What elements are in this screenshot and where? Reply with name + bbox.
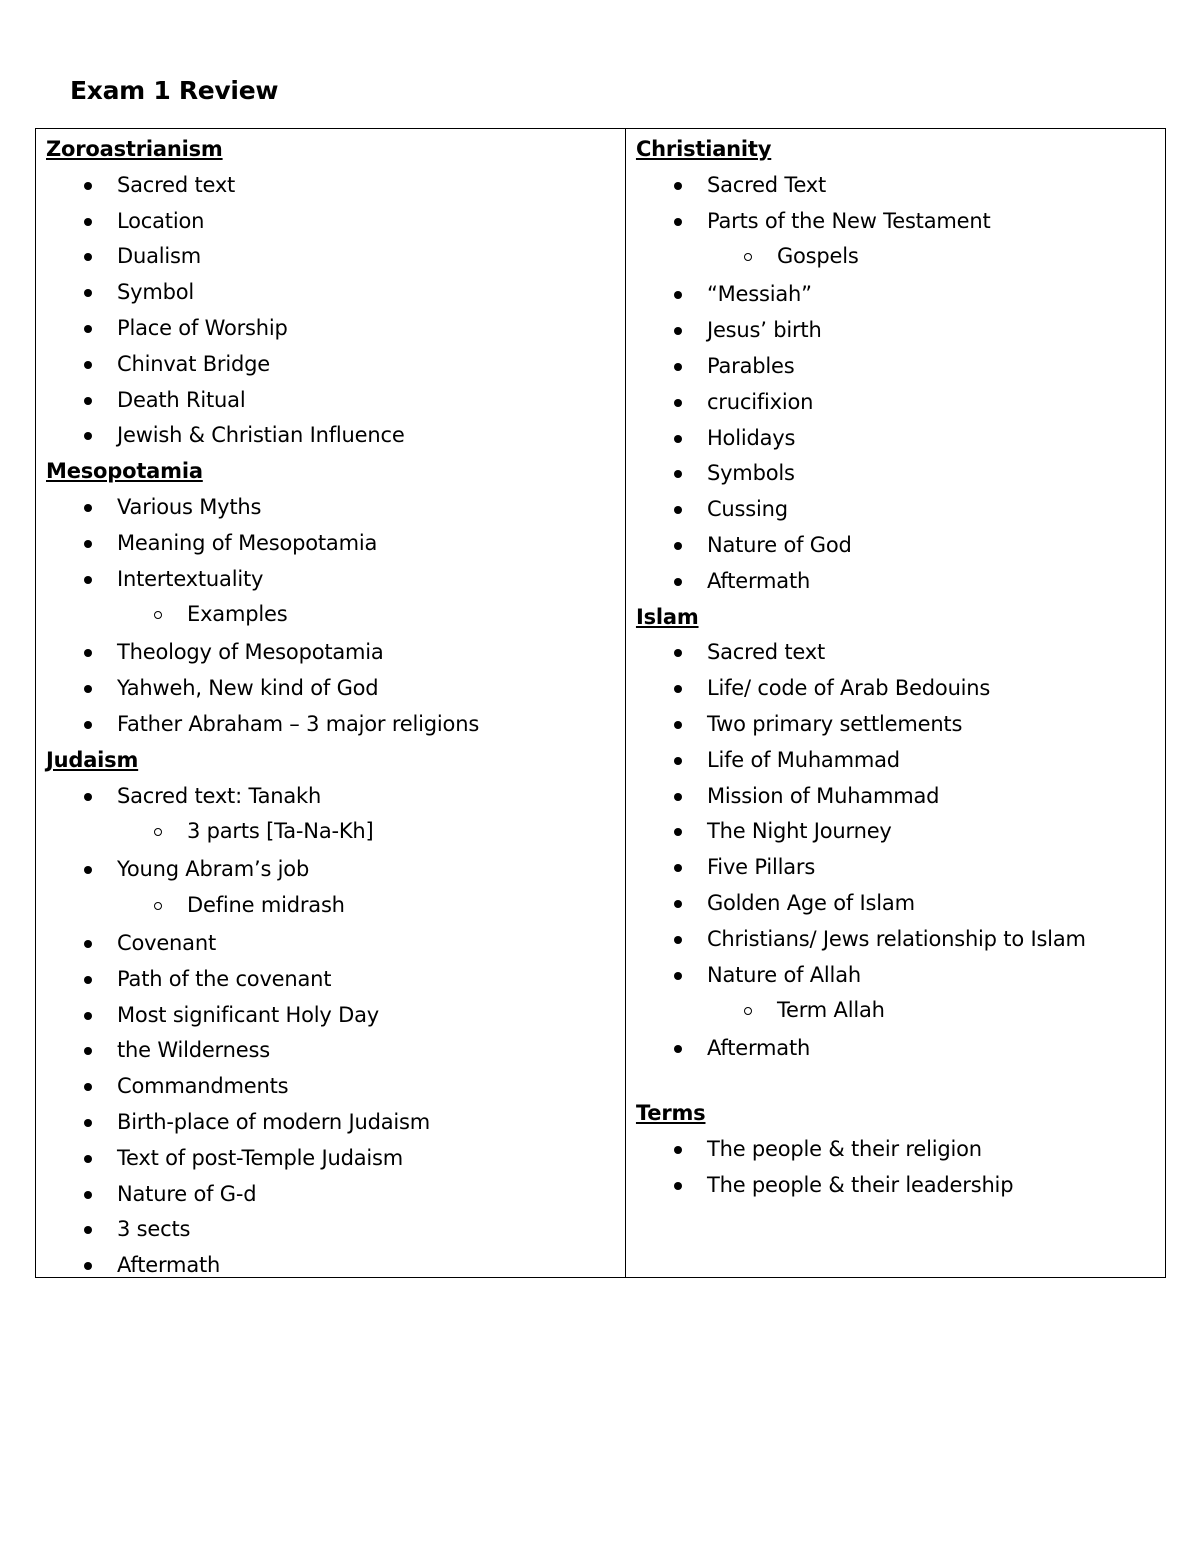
list-item: Nature of God bbox=[636, 528, 1165, 564]
list-item: Text of post-Temple Judaism bbox=[46, 1141, 625, 1177]
list-item: The Night Journey bbox=[636, 814, 1165, 850]
list-item: Sacred text: Tanakh bbox=[46, 779, 625, 815]
bullet-icon bbox=[84, 397, 92, 405]
list-item: Sacred Text bbox=[636, 168, 1165, 204]
bullet-icon bbox=[674, 864, 682, 872]
bullet-icon bbox=[84, 1083, 92, 1091]
list-item: Commandments bbox=[46, 1069, 625, 1105]
list-item: Aftermath bbox=[636, 1031, 1165, 1067]
circle-bullet-icon bbox=[744, 253, 752, 261]
right-column bbox=[626, 129, 1165, 1277]
list-item: Two primary settlements bbox=[636, 707, 1165, 743]
bullet-icon bbox=[674, 793, 682, 801]
list-item: Five Pillars bbox=[636, 850, 1165, 886]
list-item: Covenant bbox=[46, 926, 625, 962]
list-item: Chinvat Bridge bbox=[46, 347, 625, 383]
bullet-icon bbox=[84, 685, 92, 693]
list-item: Golden Age of Islam bbox=[636, 886, 1165, 922]
sub-list-item: Gospels bbox=[636, 239, 1165, 275]
list-item: The people & their leadership bbox=[636, 1168, 1165, 1204]
list-item: Most significant Holy Day bbox=[46, 998, 625, 1034]
bullet-icon bbox=[84, 1226, 92, 1234]
list-item: Parables bbox=[636, 349, 1165, 385]
list-item: Intertextuality bbox=[46, 562, 625, 598]
bullet-icon bbox=[84, 721, 92, 729]
list-item: Path of the covenant bbox=[46, 962, 625, 998]
bullet-icon bbox=[84, 576, 92, 584]
list-item: Young Abram’s job bbox=[46, 852, 625, 888]
list-item: Yahweh, New kind of God bbox=[46, 671, 625, 707]
circle-bullet-icon bbox=[154, 611, 162, 619]
section-heading-christianity: Christianity bbox=[635, 137, 772, 161]
circle-bullet-icon bbox=[154, 902, 162, 910]
list-item: Symbols bbox=[636, 456, 1165, 492]
bullet-icon bbox=[674, 327, 682, 335]
bullet-icon bbox=[674, 685, 682, 693]
list-item: Life/ code of Arab Bedouins bbox=[636, 671, 1165, 707]
circle-bullet-icon bbox=[154, 828, 162, 836]
list-item: Cussing bbox=[636, 492, 1165, 528]
list-item: Sacred text bbox=[636, 635, 1165, 671]
section-heading-zoroastrianism: Zoroastrianism bbox=[46, 137, 223, 161]
list-item: Nature of Allah bbox=[636, 958, 1165, 994]
bullet-icon bbox=[84, 866, 92, 874]
list-item: Dualism bbox=[46, 239, 625, 275]
blank-line bbox=[636, 1067, 1165, 1096]
bullet-icon bbox=[674, 470, 682, 478]
bullet-icon bbox=[674, 649, 682, 657]
sub-list-item: Examples bbox=[46, 597, 625, 633]
sub-list-item: 3 parts [Ta-Na-Kh] bbox=[46, 814, 625, 850]
section-heading-islam: Islam bbox=[635, 604, 699, 629]
bullet-icon bbox=[84, 432, 92, 440]
bullet-icon bbox=[674, 182, 682, 190]
list-item: Theology of Mesopotamia bbox=[46, 635, 625, 671]
bullet-icon bbox=[84, 1047, 92, 1055]
list-item: Holidays bbox=[636, 421, 1165, 457]
bullet-icon bbox=[674, 506, 682, 514]
bullet-icon bbox=[84, 182, 92, 190]
bullet-icon bbox=[84, 1012, 92, 1020]
left-column bbox=[36, 129, 626, 1277]
list-item: The people & their religion bbox=[636, 1132, 1165, 1168]
bullet-icon bbox=[674, 291, 682, 299]
bullet-icon bbox=[674, 363, 682, 371]
bullet-icon bbox=[674, 1045, 682, 1053]
sub-list-item: Define midrash bbox=[46, 888, 625, 924]
list-item: Jesus’ birth bbox=[636, 313, 1165, 349]
list-item: Meaning of Mesopotamia bbox=[46, 526, 625, 562]
list-item: Life of Muhammad bbox=[636, 743, 1165, 779]
circle-bullet-icon bbox=[744, 1007, 752, 1015]
bullet-icon bbox=[674, 936, 682, 944]
bullet-icon bbox=[84, 218, 92, 226]
bullet-icon bbox=[84, 253, 92, 261]
bullet-icon bbox=[84, 793, 92, 801]
list-item: Symbol bbox=[46, 275, 625, 311]
list-item: Aftermath bbox=[46, 1248, 625, 1284]
section-heading-terms: Terms bbox=[635, 1101, 706, 1126]
list-item: 3 sects bbox=[46, 1212, 625, 1248]
sub-list-item: Term Allah bbox=[636, 993, 1165, 1029]
bullet-icon bbox=[674, 757, 682, 765]
bullet-icon bbox=[84, 504, 92, 512]
list-item: Christians/ Jews relationship to Islam bbox=[636, 922, 1165, 958]
list-item: Parts of the New Testament bbox=[636, 204, 1165, 240]
bullet-icon bbox=[674, 542, 682, 550]
bullet-icon bbox=[84, 361, 92, 369]
list-item: Various Myths bbox=[46, 490, 625, 526]
list-item: Father Abraham – 3 major religions bbox=[46, 707, 625, 743]
list-item: Mission of Muhammad bbox=[636, 779, 1165, 815]
bullet-icon bbox=[84, 976, 92, 984]
bullet-icon bbox=[84, 540, 92, 548]
bullet-icon bbox=[84, 940, 92, 948]
list-item: Nature of G-d bbox=[46, 1177, 625, 1213]
list-item: Death Ritual bbox=[46, 383, 625, 419]
section-heading-mesopotamia: Mesopotamia bbox=[46, 459, 203, 484]
list-item: Jewish & Christian Influence bbox=[46, 418, 625, 454]
bullet-icon bbox=[674, 435, 682, 443]
bullet-icon bbox=[674, 828, 682, 836]
bullet-icon bbox=[84, 649, 92, 657]
list-item: the Wilderness bbox=[46, 1033, 625, 1069]
bullet-icon bbox=[84, 1191, 92, 1199]
bullet-icon bbox=[674, 1182, 682, 1190]
bullet-icon bbox=[84, 325, 92, 333]
list-item: crucifixion bbox=[636, 385, 1165, 421]
list-item: Sacred text bbox=[46, 168, 625, 204]
list-item: Place of Worship bbox=[46, 311, 625, 347]
bullet-icon bbox=[674, 721, 682, 729]
list-item: Aftermath bbox=[636, 564, 1165, 600]
bullet-icon bbox=[84, 1262, 92, 1270]
list-item: Location bbox=[46, 204, 625, 240]
bullet-icon bbox=[674, 218, 682, 226]
list-item: “Messiah” bbox=[636, 277, 1165, 313]
bullet-icon bbox=[674, 900, 682, 908]
bullet-icon bbox=[674, 1146, 682, 1154]
bullet-icon bbox=[674, 578, 682, 586]
review-table bbox=[35, 128, 1166, 1278]
bullet-icon bbox=[674, 399, 682, 407]
list-item: Birth-place of modern Judaism bbox=[46, 1105, 625, 1141]
bullet-icon bbox=[84, 1155, 92, 1163]
section-heading-judaism: Judaism bbox=[46, 747, 139, 772]
page-title: Exam 1 Review bbox=[70, 76, 279, 105]
bullet-icon bbox=[84, 1119, 92, 1127]
bullet-icon bbox=[674, 972, 682, 980]
bullet-icon bbox=[84, 289, 92, 297]
